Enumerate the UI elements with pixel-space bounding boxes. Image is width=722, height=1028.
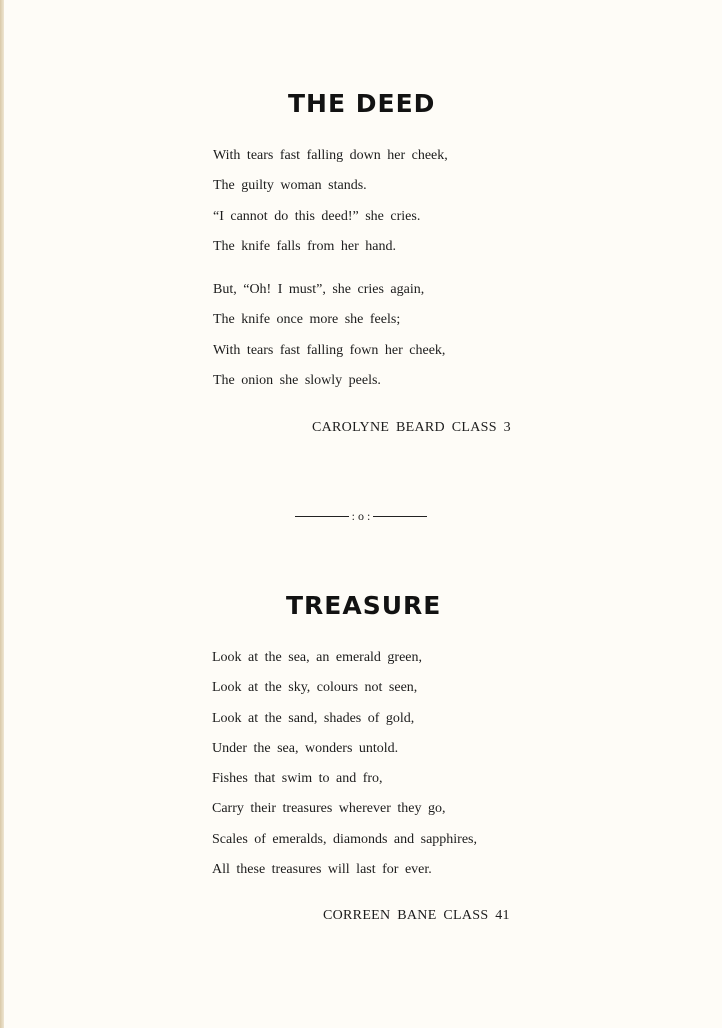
divider-rule-right [373, 516, 427, 517]
section-divider [293, 506, 429, 526]
poem-body-treasure [212, 648, 477, 890]
poem-line: Under the sea, wonders untold. [212, 740, 399, 756]
poem-line: With tears fast falling fown her cheek, [213, 342, 446, 358]
poem-line: The guilty woman stands. [213, 178, 367, 194]
divider-rule-left [295, 516, 349, 517]
stanza-break [213, 267, 448, 280]
poem-line: Carry their treasures wherever they go, [212, 801, 446, 817]
poem-line: But, “Oh! I must”, she cries again, [213, 282, 425, 298]
poem-line: Look at the sand, shades of gold, [212, 710, 415, 726]
poem-title-the-deed: THE DEED [288, 89, 436, 118]
poem-author-the-deed: CAROLYNE BEARD CLASS 3 [312, 420, 511, 435]
poem-line: The knife once more she feels; [213, 312, 401, 328]
poem-author-treasure: CORREEN BANE CLASS 41 [323, 908, 510, 923]
poem-line: The onion she slowly peels. [213, 373, 381, 389]
poem-line: The knife falls from her hand. [213, 238, 396, 254]
poem-title-treasure: TREASURE [286, 591, 442, 620]
poem-line: “I cannot do this deed!” she cries. [213, 208, 421, 224]
poem-body-the-deed [213, 146, 448, 401]
poem-line: Scales of emeralds, diamonds and sapphires, [212, 831, 477, 847]
divider-ornament: : o : [351, 508, 371, 523]
poem-line: With tears fast falling down her cheek, [213, 148, 448, 163]
poem-line: Look at the sea, an emerald green, [212, 650, 423, 665]
poem-line: All these treasures will last for ever. [212, 862, 432, 878]
poem-line: Look at the sky, colours not seen, [212, 680, 418, 696]
poem-line: Fishes that swim to and fro, [212, 771, 383, 787]
